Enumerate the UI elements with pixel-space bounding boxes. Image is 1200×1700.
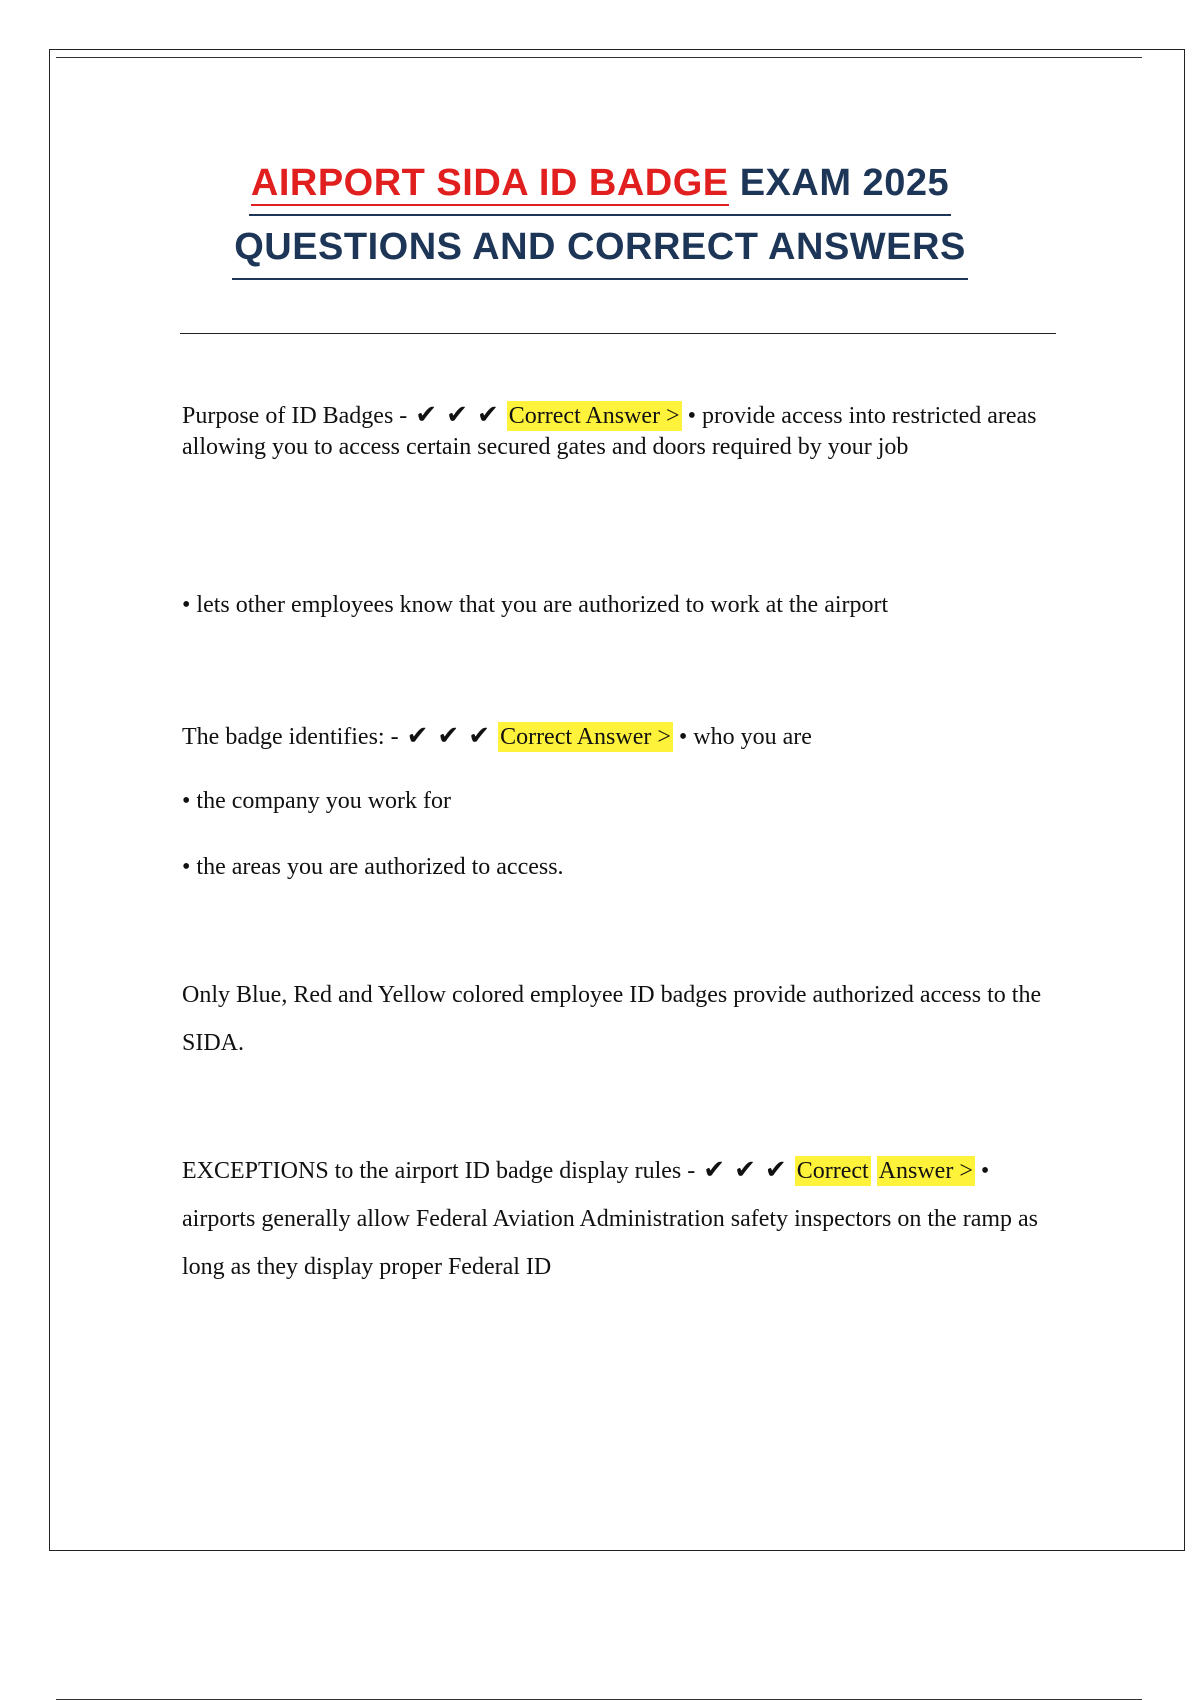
checkmark-icon: ✔ ✔ ✔	[406, 721, 491, 751]
title-navy-part: EXAM 2025	[728, 162, 950, 204]
qa-item-badge-identifies	[182, 721, 1062, 753]
title-line-2: QUESTIONS AND CORRECT ANSWERS	[232, 216, 968, 280]
qa-statement: Only Blue, Red and Yellow colored employee ID badges provide authorized access to the SIDA.	[182, 982, 1042, 1056]
qa-bullet: • the company you work for	[182, 788, 452, 814]
question-text: Purpose of ID Badges -	[182, 403, 408, 429]
checkmark-icon: ✔ ✔ ✔	[703, 1155, 787, 1185]
correct-answer-label-part-2: Answer >	[878, 1158, 973, 1184]
title-divider	[180, 333, 1056, 334]
answer-text: • who you are	[678, 724, 812, 750]
document-title	[150, 152, 1050, 280]
title-line-1	[249, 152, 951, 216]
qa-bullet: • lets other employees know that you are authorized to work at the airport	[182, 592, 889, 618]
answer-text: • airports generally allow Federal Aviation Administration safety inspectors on the ramp as long as they display proper Federal ID	[182, 1158, 1039, 1280]
correct-answer-label: Correct Answer >	[508, 403, 680, 429]
title-red-part: AIRPORT SIDA ID BADGE	[250, 162, 729, 204]
question-text: EXCEPTIONS to the airport ID badge display rules -	[182, 1158, 696, 1184]
top-rule	[56, 57, 1142, 58]
checkmark-icon: ✔ ✔ ✔	[415, 400, 499, 430]
correct-answer-label: Correct Answer >	[500, 724, 671, 750]
qa-item-exceptions	[182, 1146, 1062, 1291]
question-text: The badge identifies: -	[182, 724, 399, 750]
correct-answer-label-part-1: Correct	[796, 1158, 869, 1184]
qa-bullet: • the areas you are authorized to access.	[182, 854, 564, 880]
qa-item-purpose	[182, 400, 1062, 463]
answer-text: • provide access into restricted areas allowing you to access certain secured gates and doors required by your job	[182, 403, 1037, 460]
